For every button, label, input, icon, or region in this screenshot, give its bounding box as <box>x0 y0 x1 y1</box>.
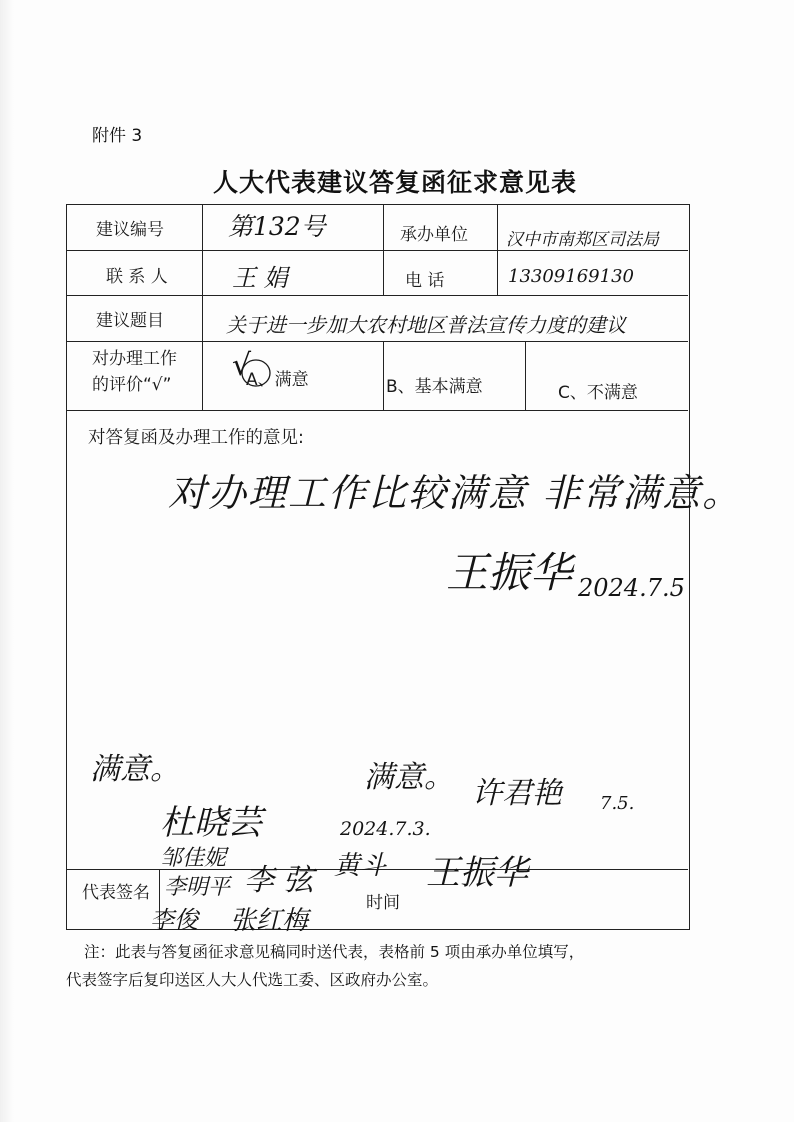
evaluation-label-line1: 对办理工作 <box>92 349 177 369</box>
representatives-label: 代表签名 <box>82 883 150 903</box>
circled-option-icon <box>236 356 276 390</box>
row-divider <box>67 295 688 296</box>
column-divider <box>383 205 384 295</box>
note-left: 满意。 <box>90 752 180 787</box>
evaluation-option-basic[interactable]: B、基本满意 <box>386 377 483 397</box>
proposal-number-label: 建议编号 <box>96 220 164 240</box>
contact-value: 王 娟 <box>232 264 288 292</box>
topic-label: 建议题目 <box>96 311 164 331</box>
opinion-label: 对答复函及办理工作的意见: <box>88 428 304 448</box>
phone-value: 13309169130 <box>508 266 634 287</box>
column-divider <box>383 341 384 410</box>
evaluation-label-line2: 的评价“√” <box>92 375 172 395</box>
representative-signature: 张红梅 <box>230 906 309 936</box>
proposal-number-value: 第132号 <box>228 212 326 241</box>
footnote-line2: 代表签字后复印送区人大人代选工委、区政府办公室。 <box>66 971 439 989</box>
signature-mid-date: 2024.7.3. <box>340 818 431 840</box>
scan-edge-shadow <box>0 0 14 1122</box>
checkmark-icon: √ <box>232 348 252 383</box>
document-title: 人大代表建议答复函征求意见表 <box>212 168 577 197</box>
signature-right-date: 7.5. <box>600 793 635 814</box>
column-divider <box>525 341 526 410</box>
row-divider <box>67 250 688 251</box>
column-divider <box>497 205 498 295</box>
contact-label: 联 系 人 <box>106 267 168 287</box>
handling-unit-value: 汉中市南郑区司法局 <box>506 230 659 250</box>
attachment-label: 附件 3 <box>92 126 143 146</box>
representative-signature: 李 弦 <box>244 863 314 898</box>
signature-mid: 杜晓芸 <box>160 803 262 843</box>
evaluation-option-unsatisfied[interactable]: C、不满意 <box>558 383 638 403</box>
row-divider <box>67 341 688 342</box>
evaluation-option-satisfied[interactable]: A、满意 <box>246 370 309 390</box>
representative-signature: 李明平 <box>164 875 231 900</box>
time-label: 时间 <box>366 893 400 913</box>
footnote <box>66 938 706 994</box>
opinion-signature-date: 2024.7.5 <box>578 574 685 602</box>
handling-unit-label: 承办单位 <box>400 225 468 245</box>
note-right: 满意。 <box>364 760 454 795</box>
topic-value: 关于进一步加大农村地区普法宣传力度的建议 <box>226 313 626 337</box>
representative-signature: 李俊 <box>150 906 198 934</box>
time-signature: 王振华 <box>426 853 528 893</box>
opinion-signature: 王振华 <box>446 548 573 597</box>
representative-signature: 黄斗 <box>334 851 387 881</box>
representative-signature: 邹佳妮 <box>160 846 227 871</box>
row-divider <box>67 410 688 411</box>
footnote-line1: 注：此表与答复函征求意见稿同时送代表，表格前 5 项由承办单位填写， <box>84 943 585 961</box>
column-divider <box>202 205 203 410</box>
opinion-comment: 对办理工作比较满意 非常满意。 <box>168 471 743 515</box>
phone-label: 电 话 <box>405 271 445 291</box>
signature-right: 许君艳 <box>472 776 562 811</box>
